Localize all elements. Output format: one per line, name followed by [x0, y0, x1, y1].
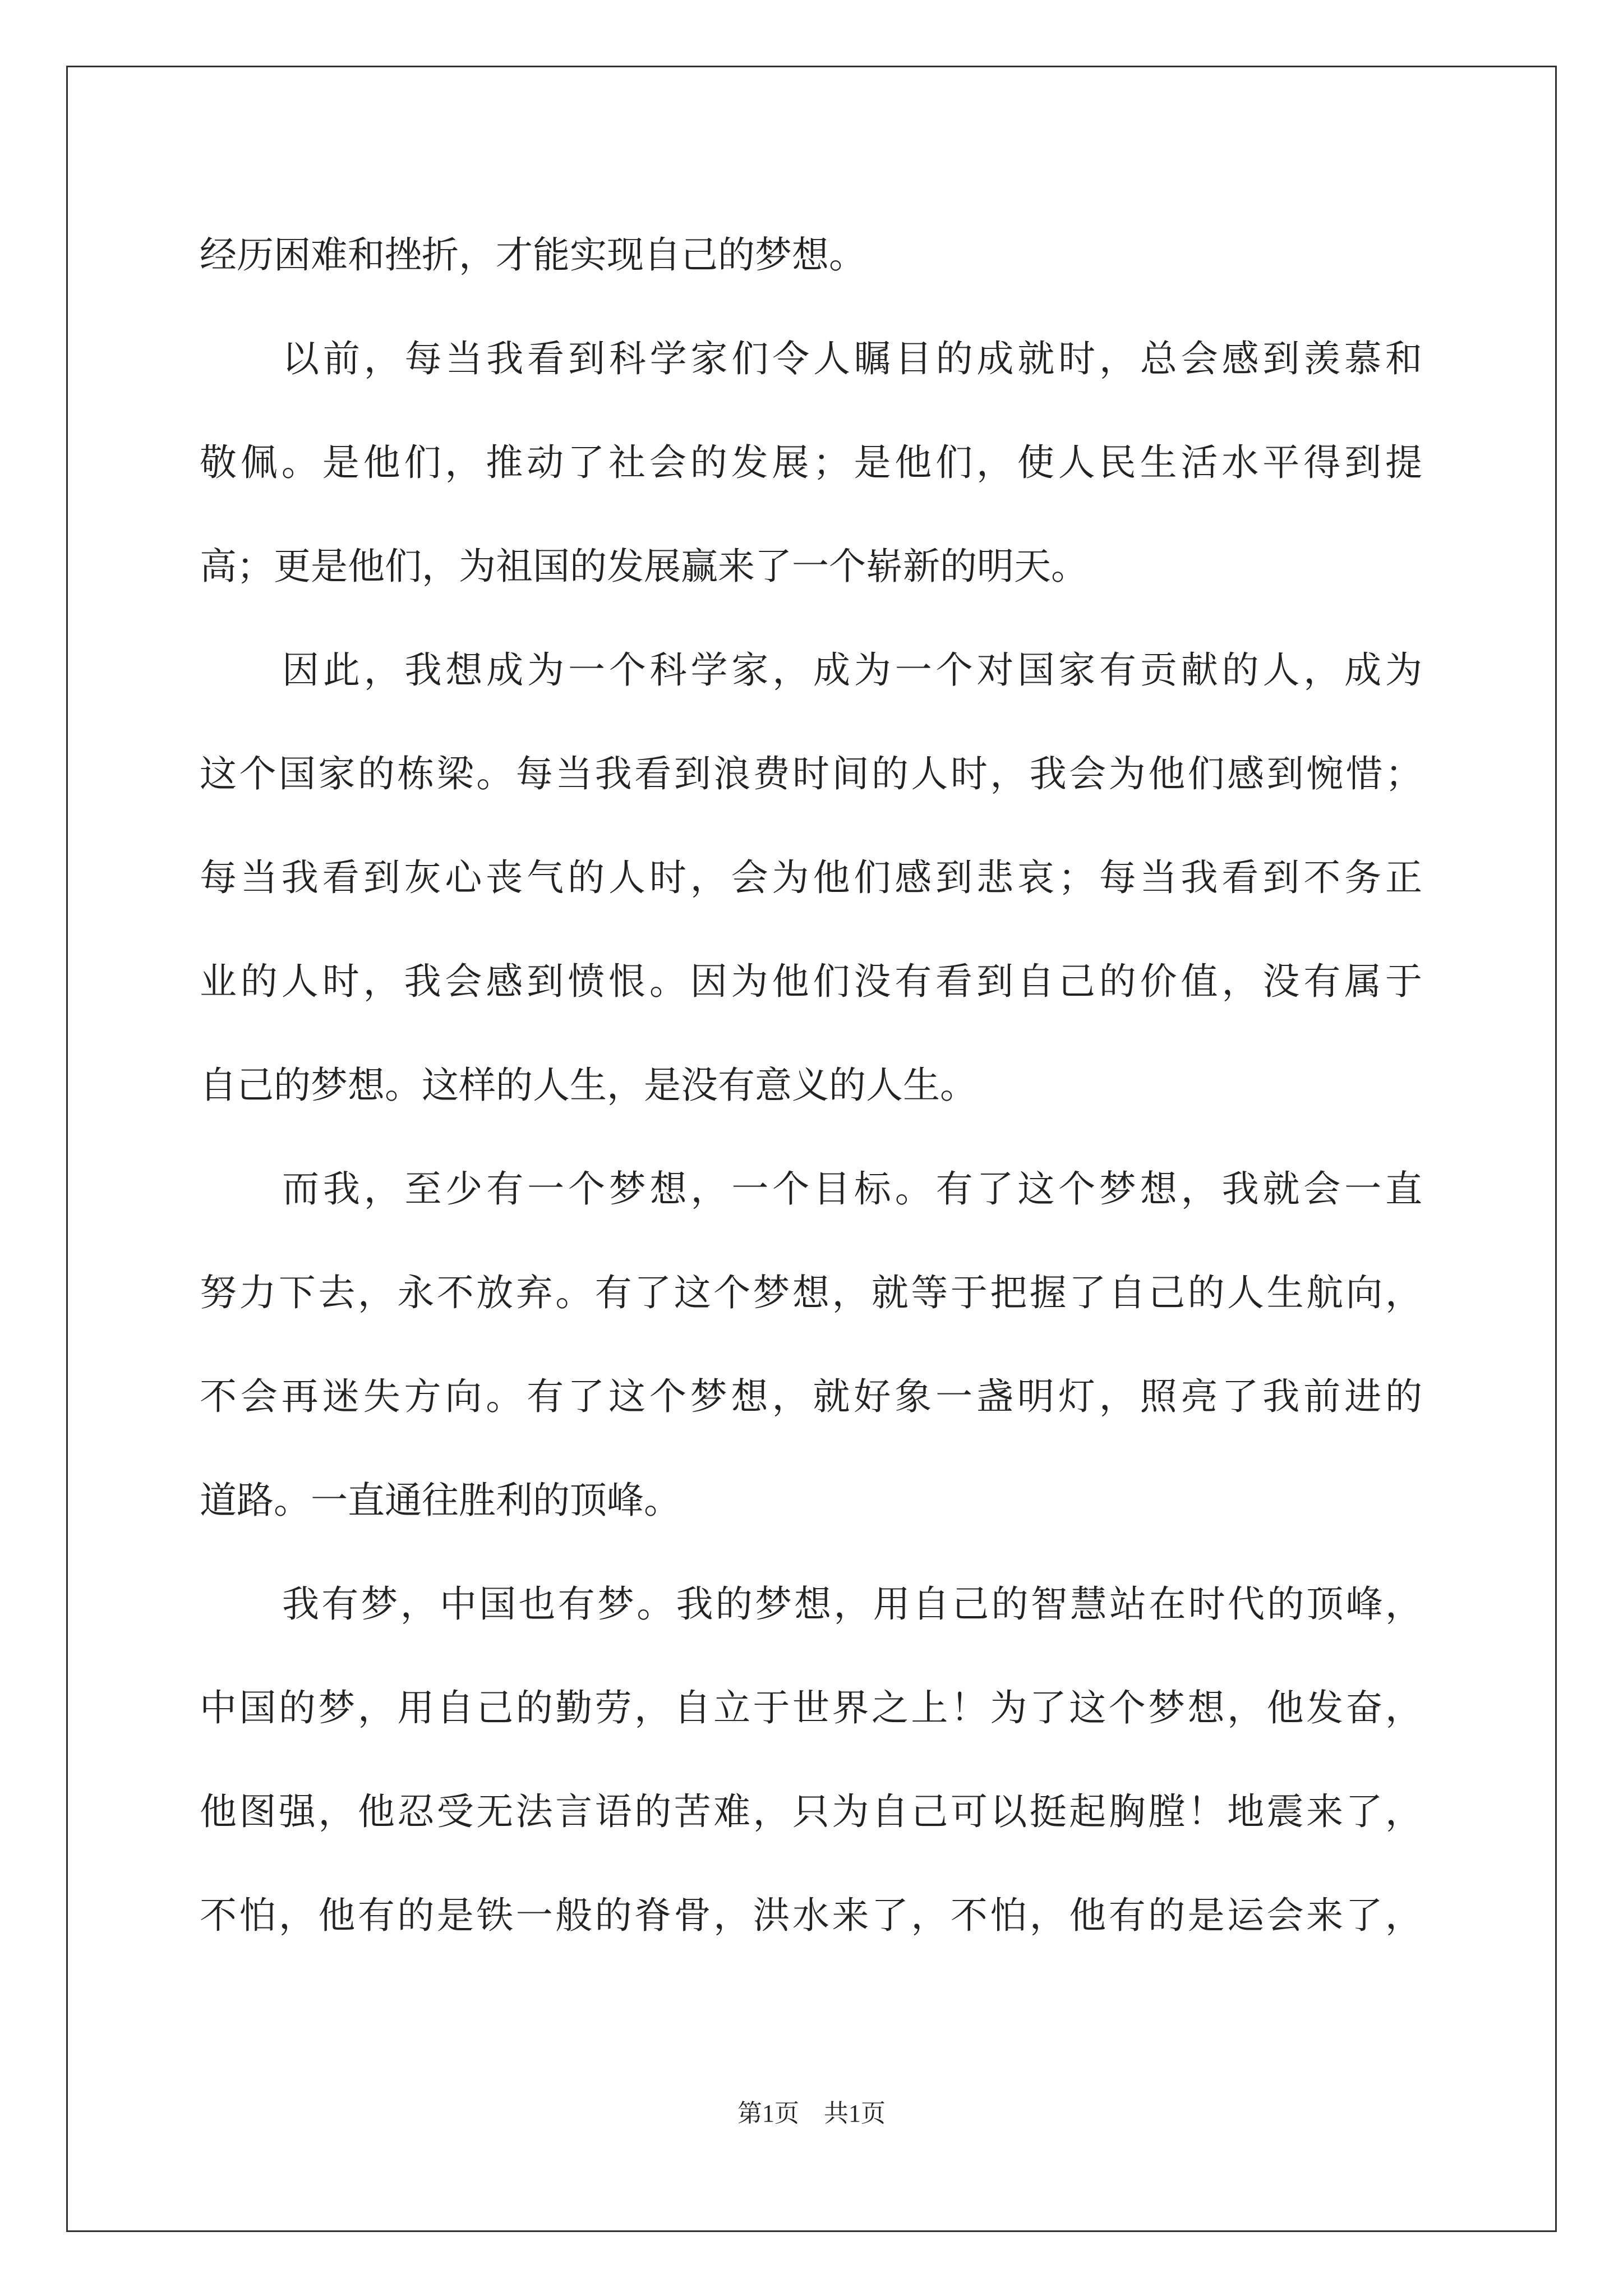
- text-line: 我有梦，中国也有梦。我的梦想，用自己的智慧站在时代的顶峰，: [282, 1582, 1422, 1626]
- page-number-footer: 第1页 共1页: [737, 2100, 886, 2127]
- text-line: 以前，每当我看到科学家们令人瞩目的成就时，总会感到羡慕和: [282, 337, 1422, 380]
- text-line: 敬佩。是他们，推动了社会的发展；是他们，使人民生活水平得到提: [200, 441, 1422, 484]
- text-line: 高；更是他们，为祖国的发展赢来了一个崭新的明天。: [200, 545, 1088, 588]
- text-line: 因此，我想成为一个科学家，成为一个对国家有贡献的人，成为: [282, 648, 1422, 692]
- text-line: 道路。一直通往胜利的顶峰。: [200, 1479, 681, 1522]
- text-line: 这个国家的栋梁。每当我看到浪费时间的人时，我会为他们感到惋惜；: [200, 752, 1422, 795]
- text-line: 每当我看到灰心丧气的人时，会为他们感到悲哀；每当我看到不务正: [200, 856, 1422, 899]
- text-line: 业的人时，我会感到愤恨。因为他们没有看到自己的价值，没有属于: [200, 960, 1422, 1003]
- text-line: 中国的梦，用自己的勤劳，自立于世界之上！为了这个梦想，他发奋，: [200, 1686, 1422, 1729]
- text-line: 不会再迷失方向。有了这个梦想，就好象一盏明灯，照亮了我前进的: [200, 1375, 1422, 1418]
- text-line: 努力下去，永不放弃。有了这个梦想，就等于把握了自己的人生航向，: [200, 1271, 1422, 1314]
- text-line: 不怕，他有的是铁一般的脊骨，洪水来了，不怕，他有的是运会来了，: [200, 1894, 1422, 1937]
- text-line: 自己的梦想。这样的人生，是没有意义的人生。: [200, 1064, 977, 1107]
- text-line: 他图强，他忍受无法言语的苦难，只为自己可以挺起胸膛！地震来了，: [200, 1790, 1422, 1833]
- text-line: 而我，至少有一个梦想，一个目标。有了这个梦想，我就会一直: [282, 1167, 1422, 1211]
- text-line: 经历困难和挫折，才能实现自己的梦想。: [200, 233, 866, 277]
